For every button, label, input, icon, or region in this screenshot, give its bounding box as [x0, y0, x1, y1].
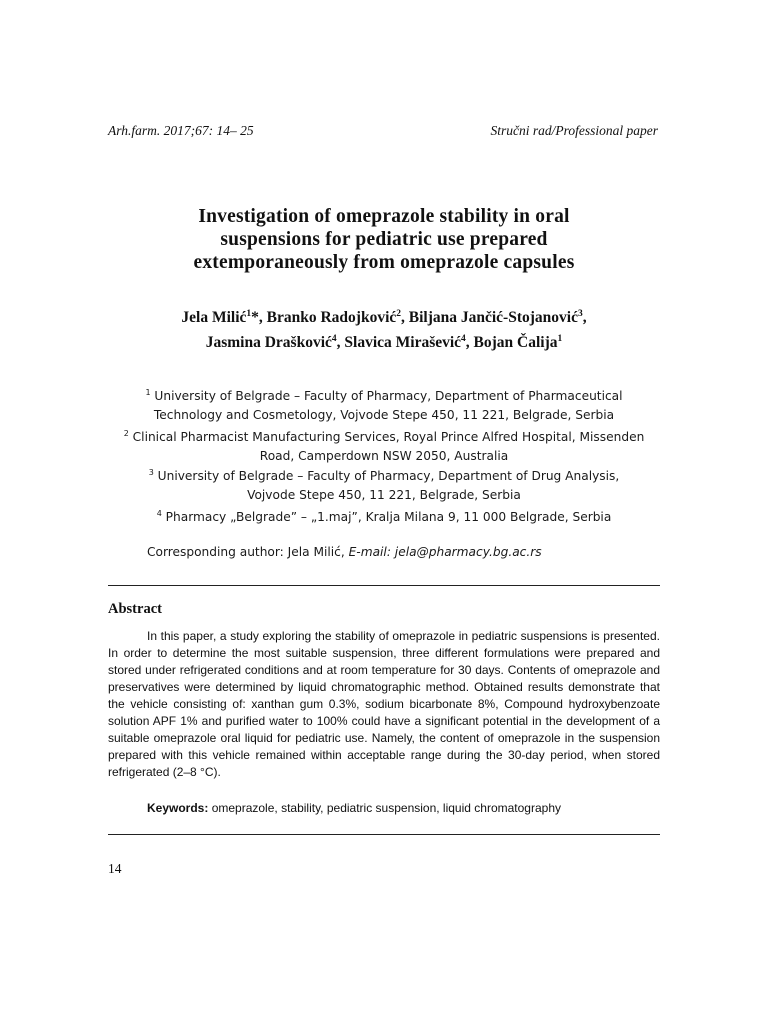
- affiliation: [108, 467, 660, 505]
- running-head: [108, 123, 658, 139]
- corresponding-author-label: Corresponding author: Jela Milić,: [147, 545, 349, 559]
- divider: [108, 585, 660, 586]
- author-affiliation-mark: 3: [577, 309, 583, 319]
- title-line: Investigation of omeprazole stability in oral: [198, 206, 570, 227]
- affiliation-text: University of Belgrade – Faculty of Pharmacy, Department of Drug Analysis,: [153, 469, 620, 483]
- author-list: [108, 305, 660, 355]
- affiliation-number: 4: [156, 509, 162, 518]
- corresponding-author: [147, 545, 660, 559]
- divider: [108, 834, 660, 835]
- journal-reference: Arh.farm. 2017;67: 14– 25: [108, 123, 254, 138]
- abstract-heading: Abstract: [108, 601, 162, 617]
- keywords-label: Keywords:: [147, 801, 209, 815]
- page-number: 14: [108, 861, 122, 876]
- author-name: Bojan Čalija: [473, 334, 558, 351]
- author-name: Branko Radojković: [266, 309, 397, 326]
- author-affiliation-mark: 1: [557, 334, 563, 344]
- affiliation-text: Road, Camperdown NSW 2050, Australia: [259, 449, 509, 463]
- author-affiliation-mark: 4: [461, 334, 466, 344]
- affiliation-text: University of Belgrade – Faculty of Pharmacy, Department of Pharmaceutical: [150, 389, 623, 403]
- author-affiliation-mark: 4: [331, 334, 337, 344]
- affiliation-text: Technology and Cosmetology, Vojvode Stepe 450, 11 221, Belgrade, Serbia: [153, 408, 615, 422]
- author-name: Slavica Mirašević: [344, 334, 462, 351]
- author-separator: ,: [401, 309, 409, 326]
- affiliation: [108, 387, 660, 425]
- affiliation: [108, 428, 660, 466]
- author-line: [108, 305, 660, 330]
- author-line: [108, 330, 660, 355]
- affiliation-text: Pharmacy „Belgrade” – „1.maj”, Kralja Milana 9, 11 000 Belgrade, Serbia: [161, 510, 612, 524]
- author-separator: ,: [465, 334, 474, 351]
- email-address[interactable]: jela@pharmacy.bg.ac.rs: [390, 545, 542, 559]
- abstract-body: In this paper, a study exploring the stability of omeprazole in pediatric suspensions is presented. In order to determine the most suitable suspension, three different formulations were prepared and stored under refrigerated conditions and at room temperature for 30 days. Contents of omeprazole and preservatives were determined by liquid chromatographic method. Obtained results demonstrate that the vehicle consisting of: xanthan gum 0.3%, sodium bicarbonate 8%, Compound hydroxybenzoate solution APF 1% and purified water to 100% could have a significant potential in the development of a suitable omeprazole oral liquid for pediatric use. Namely, the content of omeprazole in the suspension prepared with this vehicle remained within acceptable range during the 30-day period, when stored refrigerated (2–8 °C).: [108, 629, 660, 779]
- keywords: [147, 801, 660, 815]
- title-line: extemporaneously from omeprazole capsules: [193, 252, 575, 273]
- author-name: Jasmina Drašković: [205, 334, 332, 351]
- author-separator: ,: [582, 309, 587, 326]
- article-type: Stručni rad/Professional paper: [490, 123, 658, 138]
- author-name: Jela Milić: [181, 309, 247, 326]
- affiliation: [108, 508, 660, 527]
- author-affiliation-mark: 2: [396, 309, 402, 319]
- keywords-text: omeprazole, stability, pediatric suspension, liquid chromatography: [208, 801, 561, 815]
- affiliation-text: Clinical Pharmacist Manufacturing Services, Royal Prince Alfred Hospital, Missenden: [128, 430, 645, 444]
- affiliation-number: 1: [145, 388, 151, 397]
- email-label: E-mail:: [348, 545, 391, 559]
- author-separator: ,: [336, 334, 345, 351]
- author-name: Biljana Jančić-Stojanović: [408, 309, 578, 326]
- affiliation-number: 3: [148, 468, 154, 477]
- author-affiliation-mark: 1: [246, 309, 252, 319]
- author-separator: *,: [251, 309, 267, 326]
- affiliation-number: 2: [123, 429, 129, 438]
- paper-title: [108, 205, 660, 274]
- title-line: suspensions for pediatric use prepared: [220, 229, 548, 250]
- affiliation-text: Vojvode Stepe 450, 11 221, Belgrade, Serbia: [247, 488, 521, 502]
